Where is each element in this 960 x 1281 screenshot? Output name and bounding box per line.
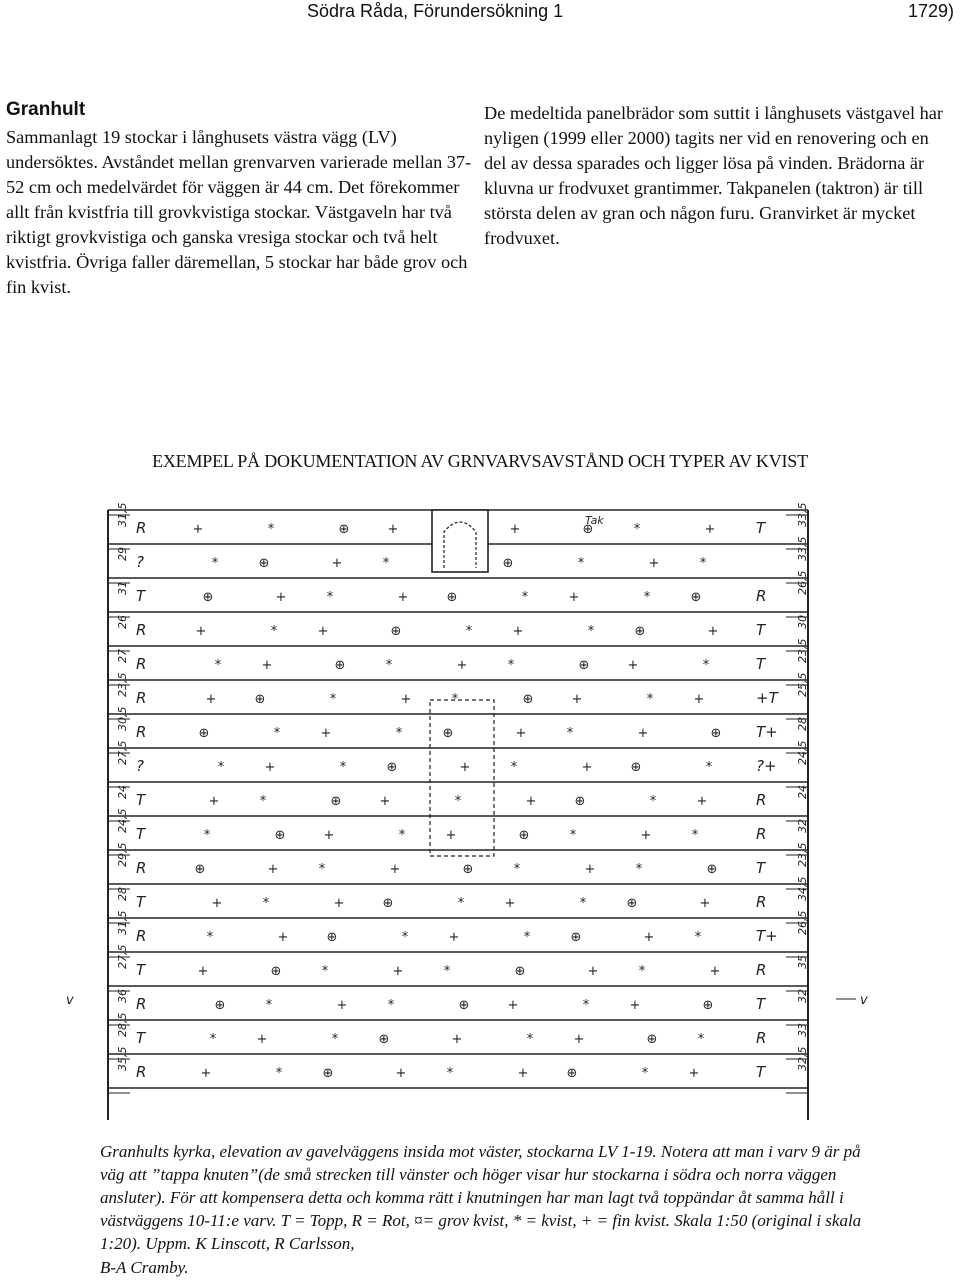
knot-symbol: * bbox=[446, 1066, 454, 1081]
knot-symbol: * bbox=[649, 794, 657, 809]
knot-symbol: + bbox=[261, 658, 273, 673]
knot-symbol: * bbox=[582, 998, 590, 1013]
knot-symbol: + bbox=[709, 964, 721, 979]
row-left-distance: 26 bbox=[116, 615, 129, 629]
knot-symbol: * bbox=[569, 828, 577, 843]
row-right-distance: 34,5 bbox=[796, 876, 809, 901]
knot-symbol: + bbox=[448, 930, 460, 945]
knot-symbol: + bbox=[629, 998, 641, 1013]
row-left-distance: 36 bbox=[116, 989, 129, 1003]
knot-symbol: * bbox=[699, 556, 707, 571]
knot-symbol: * bbox=[641, 1066, 649, 1081]
wall-elevation-drawing bbox=[60, 500, 880, 1120]
knot-symbol: * bbox=[643, 590, 651, 605]
knot-symbol: * bbox=[697, 1032, 705, 1047]
figure-title: EXEMPEL PÅ DOKUMENTATION AV GRNVARVSAVSTÅND OCH TYPER AV KVIST bbox=[152, 451, 808, 471]
knot-symbol: ⊕ bbox=[198, 726, 210, 741]
knot-symbol: ⊕ bbox=[390, 624, 402, 639]
row-left-distance: 23,5 bbox=[116, 672, 129, 697]
knot-symbol: + bbox=[331, 556, 343, 571]
south-wall-mark: v bbox=[66, 993, 74, 1008]
knot-symbol: + bbox=[275, 590, 287, 605]
knot-symbol: + bbox=[688, 1066, 700, 1081]
row-right-distance: 33 bbox=[796, 1023, 809, 1037]
knot-symbol: ⊕ bbox=[270, 964, 282, 979]
knot-symbol: + bbox=[397, 590, 409, 605]
row-left-distance: 31 bbox=[116, 581, 129, 595]
knot-symbol: * bbox=[398, 828, 406, 843]
knot-symbol: + bbox=[395, 1066, 407, 1081]
knot-symbol: + bbox=[512, 624, 524, 639]
knot-symbol: * bbox=[331, 1032, 339, 1047]
knot-symbol: + bbox=[323, 828, 335, 843]
knot-symbol: + bbox=[643, 930, 655, 945]
row-right-distance: 23,5 bbox=[796, 638, 809, 663]
knot-symbol: * bbox=[521, 590, 529, 605]
knot-symbol: + bbox=[573, 1032, 585, 1047]
row-left-type: ? bbox=[136, 553, 144, 571]
knot-symbol: ⊕ bbox=[214, 998, 226, 1013]
knot-symbol: + bbox=[387, 522, 399, 537]
knot-symbol: ⊕ bbox=[634, 624, 646, 639]
knot-symbol: + bbox=[379, 794, 391, 809]
knot-symbol: + bbox=[277, 930, 289, 945]
knot-symbol: + bbox=[507, 998, 519, 1013]
knot-symbol: * bbox=[513, 862, 521, 877]
row-right-distance: 25,5 bbox=[796, 672, 809, 697]
row-right-type: R bbox=[756, 961, 767, 979]
row-left-type: T bbox=[136, 587, 146, 605]
knot-symbol: + bbox=[699, 896, 711, 911]
knot-symbol: ⊕ bbox=[630, 760, 642, 775]
knot-symbol: * bbox=[510, 760, 518, 775]
knot-symbol: * bbox=[203, 828, 211, 843]
knot-symbol: + bbox=[389, 862, 401, 877]
row-right-distance: 30 bbox=[796, 615, 809, 629]
knot-symbol: ⊕ bbox=[254, 692, 266, 707]
row-right-type: T bbox=[756, 655, 766, 673]
knot-symbol: ⊕ bbox=[570, 930, 582, 945]
row-left-distance: 35,5 bbox=[116, 1046, 129, 1071]
row-left-type: R bbox=[136, 927, 147, 945]
knot-symbol: + bbox=[637, 726, 649, 741]
row-right-type: T bbox=[756, 1063, 766, 1081]
knot-symbol: * bbox=[401, 930, 409, 945]
knot-symbol: * bbox=[270, 624, 278, 639]
knot-symbol: * bbox=[705, 760, 713, 775]
knot-symbol: * bbox=[702, 658, 710, 673]
knot-symbol: * bbox=[329, 692, 337, 707]
knot-symbol: + bbox=[336, 998, 348, 1013]
row-left-distance: 30,5 bbox=[116, 706, 129, 731]
row-left-type: R bbox=[136, 859, 147, 877]
row-left-type: T bbox=[136, 1029, 146, 1047]
knot-symbol: ⊕ bbox=[578, 658, 590, 673]
row-right-distance: 26,5 bbox=[796, 910, 809, 935]
knot-symbol: ⊕ bbox=[446, 590, 458, 605]
knot-symbol: * bbox=[265, 998, 273, 1013]
row-right-type: R bbox=[756, 825, 767, 843]
knot-symbol: * bbox=[321, 964, 329, 979]
knot-symbol: ⊕ bbox=[322, 1066, 334, 1081]
row-left-type: R bbox=[136, 621, 147, 639]
knot-symbol: ⊕ bbox=[690, 590, 702, 605]
knot-symbol: * bbox=[587, 624, 595, 639]
knot-symbol: * bbox=[566, 726, 574, 741]
knot-symbol: + bbox=[504, 896, 516, 911]
knot-symbol: + bbox=[256, 1032, 268, 1047]
knot-symbol: * bbox=[451, 692, 459, 707]
row-left-type: R bbox=[136, 1063, 147, 1081]
tak-label: Tak bbox=[585, 514, 604, 527]
knot-symbol: * bbox=[382, 556, 390, 571]
knot-symbol: ⊕ bbox=[710, 726, 722, 741]
knot-symbol: ⊕ bbox=[458, 998, 470, 1013]
knot-symbol: * bbox=[443, 964, 451, 979]
knot-symbol: * bbox=[633, 522, 641, 537]
knot-symbol: * bbox=[326, 590, 334, 605]
knot-symbol: ⊕ bbox=[514, 964, 526, 979]
knot-symbol: * bbox=[646, 692, 654, 707]
knot-symbol: + bbox=[571, 692, 583, 707]
row-right-type: R bbox=[756, 1029, 767, 1047]
row-right-type: T+ bbox=[756, 723, 778, 741]
row-left-distance: 31,5 bbox=[116, 910, 129, 935]
row-right-distance: 33,5 bbox=[796, 502, 809, 527]
knot-symbol: * bbox=[457, 896, 465, 911]
knot-symbol: * bbox=[694, 930, 702, 945]
knot-symbol: * bbox=[385, 658, 393, 673]
knot-symbol: * bbox=[209, 1032, 217, 1047]
knot-symbol: ⊕ bbox=[258, 556, 270, 571]
knot-symbol: + bbox=[459, 760, 471, 775]
knot-symbol: * bbox=[206, 930, 214, 945]
knot-symbol: + bbox=[627, 658, 639, 673]
knot-symbol: ⊕ bbox=[522, 692, 534, 707]
knot-symbol: * bbox=[217, 760, 225, 775]
knot-symbol: ⊕ bbox=[706, 862, 718, 877]
knot-symbol: * bbox=[273, 726, 281, 741]
right-column bbox=[484, 101, 944, 251]
knot-symbol: + bbox=[205, 692, 217, 707]
knot-symbol: * bbox=[507, 658, 515, 673]
knot-symbol: ⊕ bbox=[378, 1032, 390, 1047]
knot-symbol: ⊕ bbox=[442, 726, 454, 741]
knot-symbol: * bbox=[387, 998, 395, 1013]
knot-symbol: + bbox=[704, 522, 716, 537]
knot-symbol: + bbox=[587, 964, 599, 979]
row-left-distance: 27 bbox=[116, 649, 129, 663]
header-page-number: 1729) bbox=[907, 1, 954, 21]
row-right-distance: 35 bbox=[796, 955, 809, 969]
knot-symbol: ⊕ bbox=[330, 794, 342, 809]
row-right-distance: 23,5 bbox=[796, 842, 809, 867]
row-right-type: +T bbox=[756, 689, 778, 707]
knot-symbol: ⊕ bbox=[386, 760, 398, 775]
knot-symbol: ⊕ bbox=[518, 828, 530, 843]
row-left-distance: 31,5 bbox=[116, 502, 129, 527]
knot-symbol: * bbox=[454, 794, 462, 809]
row-left-type: ? bbox=[136, 757, 144, 775]
knot-symbol: + bbox=[208, 794, 220, 809]
right-paragraph: De medeltida panelbrädor som suttit i långhusets västgavel har nyligen (1999 eller 2000) tagits ner vid en renovering och en del av dessa sparades och ligger lösa på vinden. Brädorna är kluvna ur frodvuxet grantimmer. Takpanelen (taktron) är till största delen av gran och någon furu. Granvirket är mycket frodvuxet. bbox=[484, 103, 943, 248]
knot-symbol: + bbox=[400, 692, 412, 707]
knot-symbol: ⊕ bbox=[274, 828, 286, 843]
page-header bbox=[0, 0, 960, 24]
knot-symbol: + bbox=[333, 896, 345, 911]
row-right-distance: 32,5 bbox=[796, 1046, 809, 1071]
knot-symbol: + bbox=[267, 862, 279, 877]
knot-symbol: + bbox=[451, 1032, 463, 1047]
window-frame bbox=[432, 510, 488, 572]
row-right-type: T bbox=[756, 995, 766, 1013]
row-right-distance: 32 bbox=[796, 819, 809, 833]
knot-symbol: + bbox=[568, 590, 580, 605]
knot-symbol: ⊕ bbox=[566, 1066, 578, 1081]
knot-symbol: ⊕ bbox=[194, 862, 206, 877]
row-right-distance: 28 bbox=[796, 717, 809, 731]
row-left-type: T bbox=[136, 893, 146, 911]
knot-symbol: ⊕ bbox=[502, 556, 514, 571]
knot-symbol: * bbox=[214, 658, 222, 673]
knot-symbol: ⊕ bbox=[574, 794, 586, 809]
knot-symbol: + bbox=[195, 624, 207, 639]
row-left-distance: 29 bbox=[116, 547, 129, 561]
knot-symbol: * bbox=[691, 828, 699, 843]
knot-symbol: * bbox=[262, 896, 270, 911]
knot-symbol: + bbox=[197, 964, 209, 979]
row-left-type: R bbox=[136, 995, 147, 1013]
figure-caption bbox=[100, 1140, 880, 1255]
row-left-type: T bbox=[136, 961, 146, 979]
row-right-type: T bbox=[756, 621, 766, 639]
knot-symbol: + bbox=[317, 624, 329, 639]
left-column bbox=[6, 125, 476, 300]
caption-author: B-A Cramby. bbox=[100, 1258, 189, 1277]
row-right-distance: 33,5 bbox=[796, 536, 809, 561]
knot-symbol: ⊕ bbox=[626, 896, 638, 911]
knot-symbol: + bbox=[445, 828, 457, 843]
knot-symbol: + bbox=[211, 896, 223, 911]
knot-symbol: + bbox=[640, 828, 652, 843]
knot-symbol: + bbox=[584, 862, 596, 877]
knot-symbol: + bbox=[707, 624, 719, 639]
row-left-type: R bbox=[136, 655, 147, 673]
row-left-type: T bbox=[136, 825, 146, 843]
row-left-distance: 27,5 bbox=[116, 740, 129, 765]
knot-symbol: + bbox=[392, 964, 404, 979]
knot-symbol: + bbox=[192, 522, 204, 537]
knot-symbol: + bbox=[696, 794, 708, 809]
knot-symbol: + bbox=[693, 692, 705, 707]
row-right-type: R bbox=[756, 791, 767, 809]
row-right-distance: 26,5 bbox=[796, 570, 809, 595]
caption-text: Granhults kyrka, elevation av gavelväggens insida mot väster, stockarna LV 1-19. Notera att man i varv 9 är på väg att ”tappa knuten”(de små strecken till vänster och höger visar hur stockarna i södra och norra väggen ansluter). För att kompensera detta och komma rätt i knutningen har man lagt två toppändar åt samma håll i västväggens 10-11:e varv. T = Topp, R = Rot, ¤= grov kvist, * = kvist, + = fin kvist. Skala 1:50 (original i skala 1:20). Uppm. K Linscott, R Carlsson, bbox=[100, 1142, 862, 1253]
knot-symbol: + bbox=[581, 760, 593, 775]
knot-symbol: ⊕ bbox=[462, 862, 474, 877]
row-right-distance: 24,5 bbox=[796, 740, 809, 765]
row-right-type: T bbox=[756, 859, 766, 877]
knot-symbol: * bbox=[526, 1032, 534, 1047]
knot-symbol: * bbox=[579, 896, 587, 911]
knot-symbol: ⊕ bbox=[582, 522, 594, 537]
knot-symbol: + bbox=[517, 1066, 529, 1081]
knot-symbol: + bbox=[509, 522, 521, 537]
row-left-type: R bbox=[136, 723, 147, 741]
knot-symbol: * bbox=[635, 862, 643, 877]
row-right-type: T bbox=[756, 519, 766, 537]
knot-symbol: * bbox=[275, 1066, 283, 1081]
knot-symbol: + bbox=[648, 556, 660, 571]
knot-symbol: ⊕ bbox=[702, 998, 714, 1013]
row-left-distance: 24,5 bbox=[116, 808, 129, 833]
row-right-type: R bbox=[756, 893, 767, 911]
knot-symbol: ⊕ bbox=[382, 896, 394, 911]
row-left-type: R bbox=[136, 689, 147, 707]
row-right-type: ?+ bbox=[756, 757, 777, 775]
knot-symbol: * bbox=[318, 862, 326, 877]
knot-symbol: ⊕ bbox=[202, 590, 214, 605]
door-outline bbox=[430, 700, 494, 856]
knot-symbol: ⊕ bbox=[338, 522, 350, 537]
knot-symbol: + bbox=[200, 1066, 212, 1081]
knot-symbol: * bbox=[395, 726, 403, 741]
knot-symbol: + bbox=[264, 760, 276, 775]
knot-symbol: * bbox=[638, 964, 646, 979]
row-left-distance: 27,5 bbox=[116, 944, 129, 969]
row-right-distance: 24 bbox=[796, 785, 809, 799]
left-paragraph: Sammanlagt 19 stockar i långhusets västra vägg (LV) undersöktes. Avståndet mellan grenvarven varierade mellan 37-52 cm och medelvärdet för väggen är 44 cm. Det förekommer allt från kvistfria till grovkvistiga stockar. Västgaveln har två riktigt grovkvistiga och ganska vresiga stockar och två helt kvistfria. Övriga faller däremellan, 5 stockar har både grov och fin kvist. bbox=[6, 127, 472, 297]
row-left-distance: 28,5 bbox=[116, 1012, 129, 1037]
knot-symbol: ⊕ bbox=[646, 1032, 658, 1047]
header-title: Södra Råda, Förundersökning 1 bbox=[307, 1, 564, 21]
row-left-distance: 28 bbox=[116, 887, 129, 901]
row-right-type: R bbox=[756, 587, 767, 605]
north-wall-mark: v bbox=[860, 993, 868, 1008]
knot-symbol: + bbox=[515, 726, 527, 741]
wall-elevation-svg bbox=[60, 500, 880, 1120]
row-left-distance: 24 bbox=[116, 785, 129, 799]
knot-symbol: + bbox=[456, 658, 468, 673]
knot-symbol: * bbox=[211, 556, 219, 571]
knot-symbol: * bbox=[339, 760, 347, 775]
knot-symbol: + bbox=[525, 794, 537, 809]
knot-symbol: ⊕ bbox=[334, 658, 346, 673]
row-right-type: T+ bbox=[756, 927, 778, 945]
knot-symbol: * bbox=[267, 522, 275, 537]
row-right-distance: 32 bbox=[796, 989, 809, 1003]
knot-symbol: ⊕ bbox=[326, 930, 338, 945]
row-left-distance: 29,5 bbox=[116, 842, 129, 867]
knot-symbol: + bbox=[320, 726, 332, 741]
knot-symbol: * bbox=[259, 794, 267, 809]
row-left-type: T bbox=[136, 791, 146, 809]
row-left-type: R bbox=[136, 519, 147, 537]
knot-symbol: * bbox=[523, 930, 531, 945]
knot-symbol: * bbox=[465, 624, 473, 639]
section-heading: Granhult bbox=[6, 99, 86, 120]
knot-symbol: * bbox=[577, 556, 585, 571]
